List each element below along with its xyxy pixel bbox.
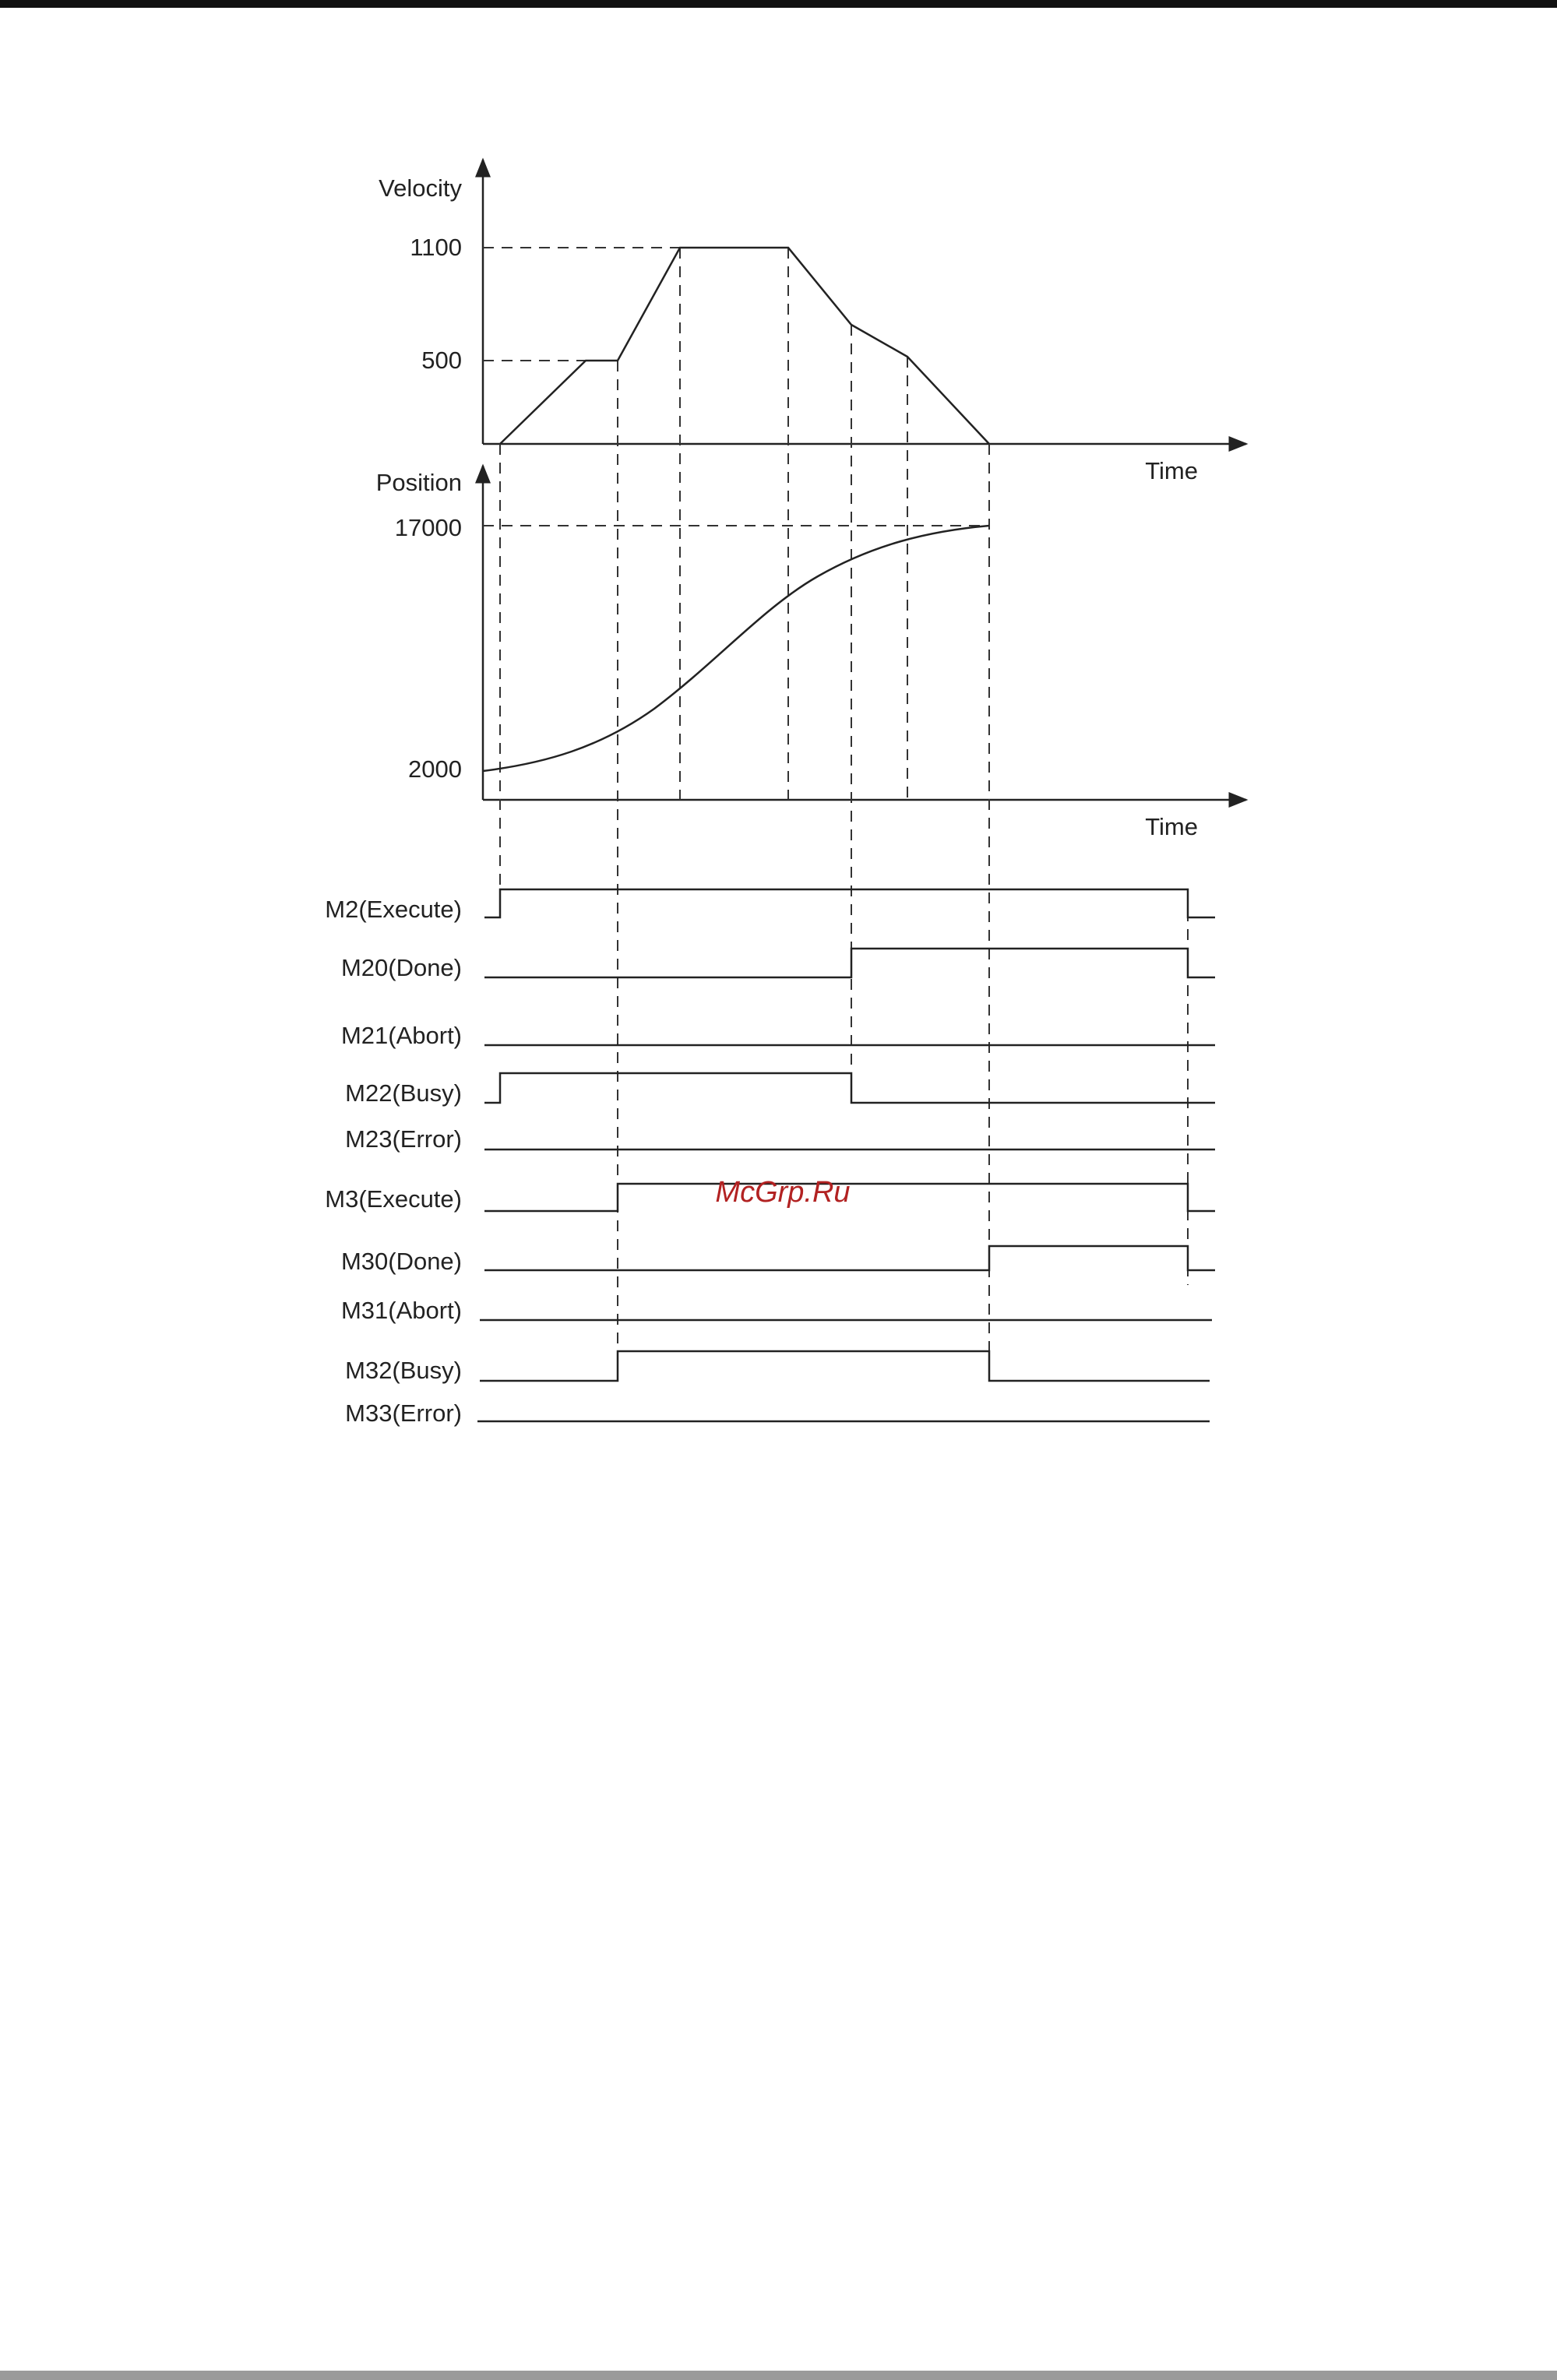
position-curve [483, 526, 989, 771]
signal-label-m22-busy: M22(Busy) [345, 1079, 462, 1107]
position-tick-2000: 2000 [408, 755, 462, 783]
waveform-m20-done [484, 949, 1215, 977]
position-axes [483, 466, 1246, 800]
velocity-profile [500, 248, 989, 444]
velocity-time-label: Time [1145, 457, 1198, 484]
velocity-axes [483, 160, 1246, 444]
signal-label-m21-abort: M21(Abort) [340, 1022, 462, 1049]
signal-label-m32-busy: M32(Busy) [345, 1357, 462, 1384]
waveform-m30-done [484, 1246, 1215, 1270]
velocity-tick-1100: 1100 [410, 234, 462, 261]
signal-label-m3-execute: M3(Execute) [325, 1185, 462, 1213]
velocity-tick-500: 500 [421, 347, 462, 374]
waveform-m22-busy [484, 1073, 1215, 1103]
waveform-m2-execute [484, 889, 1215, 917]
signal-label-m33-error: M33(Error) [345, 1399, 462, 1427]
signal-label-m30-done: M30(Done) [340, 1248, 462, 1275]
velocity-axis-label: Velocity [379, 174, 462, 202]
signal-label-m23-error: M23(Error) [345, 1125, 462, 1153]
position-tick-17000: 17000 [394, 514, 462, 541]
position-axis-label: Position [375, 469, 462, 496]
position-time-label: Time [1145, 813, 1198, 840]
signal-waveforms [477, 889, 1215, 1421]
signal-label-m20-done: M20(Done) [340, 954, 462, 981]
signal-label-m2-execute: M2(Execute) [325, 896, 462, 923]
bottom-border [0, 2371, 1557, 2380]
waveform-m32-busy [480, 1351, 1210, 1381]
watermark: McGrp.Ru [715, 1176, 851, 1209]
signal-label-m31-abort: M31(Abort) [340, 1297, 462, 1324]
